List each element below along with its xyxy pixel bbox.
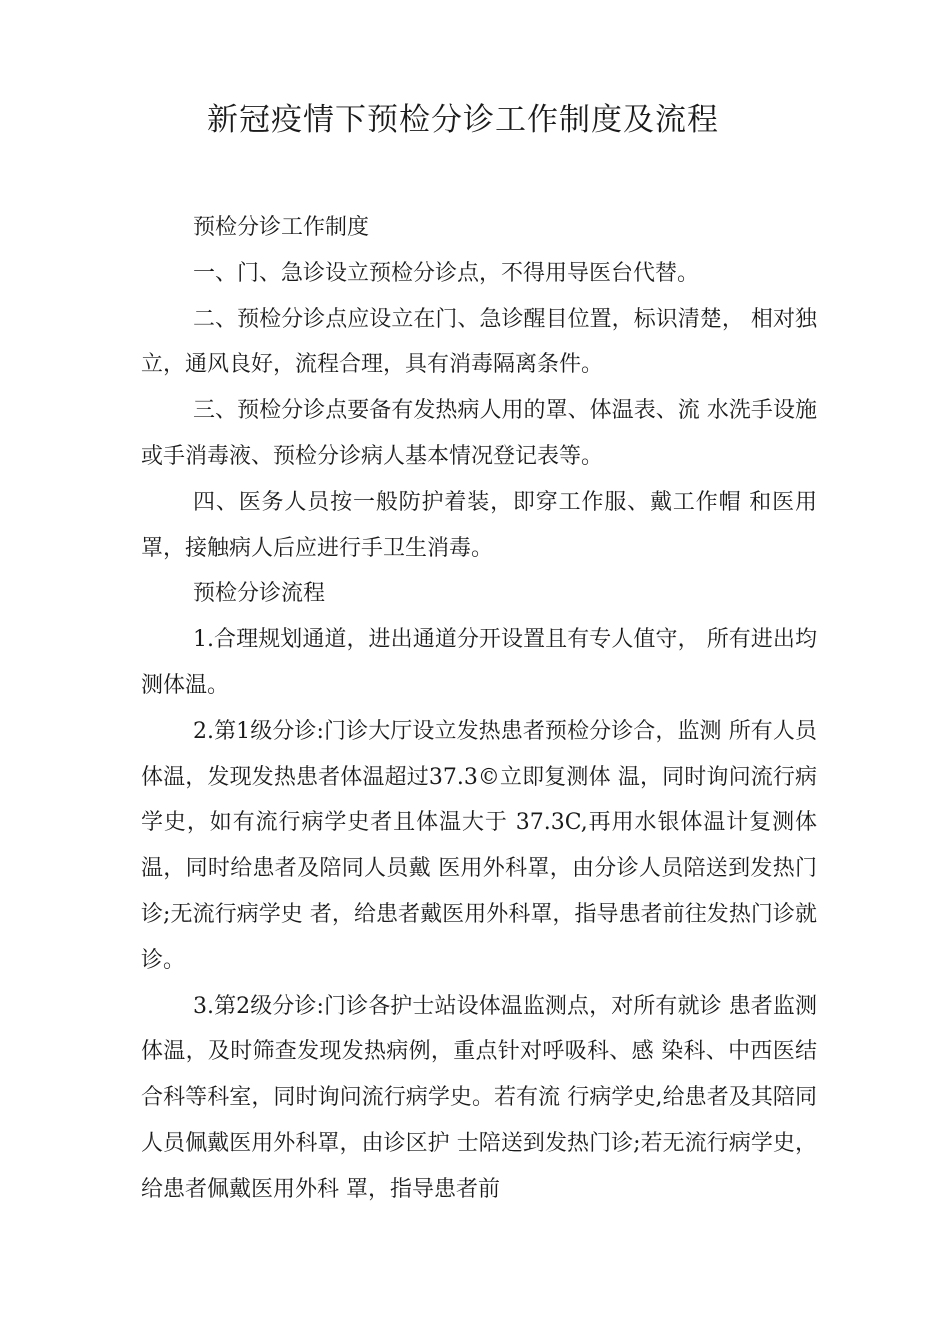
- paragraph-process-1: 1.合理规划通道，进出通道分开设置且有专人值守， 所有进出均测体温。: [141, 627, 817, 698]
- paragraph-process-2: 2.第1级分诊:门诊大厅设立发热患者预检分诊合，监测 所有人员体温，发现发热患者体温超过37.3©立即复测体 温，同时询问流行病学史，如有流行病学史者且体温大于 37.3C,再用水银体温计复测体温，同时给患者及陪同人员戴 医用外科罩，由分诊人员陪送到发热门诊;无流行病学史 者，给患者戴医用外科罩，指导患者前往发热门诊就诊。: [141, 718, 817, 973]
- paragraph-process-3: 3.第2级分诊:门诊各护士站设体温监测点，对所有就诊 患者监测体温，及时筛查发现发热病例，重点针对呼吸科、感 染科、中西医结合科等科室，同时询问流行病学史。若有流 行病学史,给患者及其陪同人员佩戴医用外科罩，由诊区护 士陪送到发热门诊;若无流行病学史，给患者佩戴医用外科 罩，指导患者前: [141, 993, 817, 1202]
- paragraph-rule-4: 四、医务人员按一般防护着装，即穿工作服、戴工作帽 和医用罩，接触病人后应进行手卫生消毒。: [141, 489, 817, 561]
- section-heading-system: 预检分诊工作制度: [193, 215, 370, 240]
- section-heading-process: 预检分诊流程: [193, 581, 326, 607]
- paragraph-rule-3: 三、预检分诊点要备有发热病人用的罩、体温表、流 水洗手设施或手消毒液、预检分诊病人基本情况登记表等。: [141, 398, 817, 469]
- paragraph-rule-2: 二、预检分诊点应设立在门、急诊醒目位置，标识清楚， 相对独立，通风良好，流程合理，具有消毒隔离条件。: [141, 306, 817, 378]
- document-body: [141, 205, 817, 1213]
- paragraph-rule-1: 一、门、急诊设立预检分诊点，不得用导医台代替。: [193, 260, 700, 286]
- document-title: 新冠疫情下预检分诊工作制度及流程: [207, 102, 719, 138]
